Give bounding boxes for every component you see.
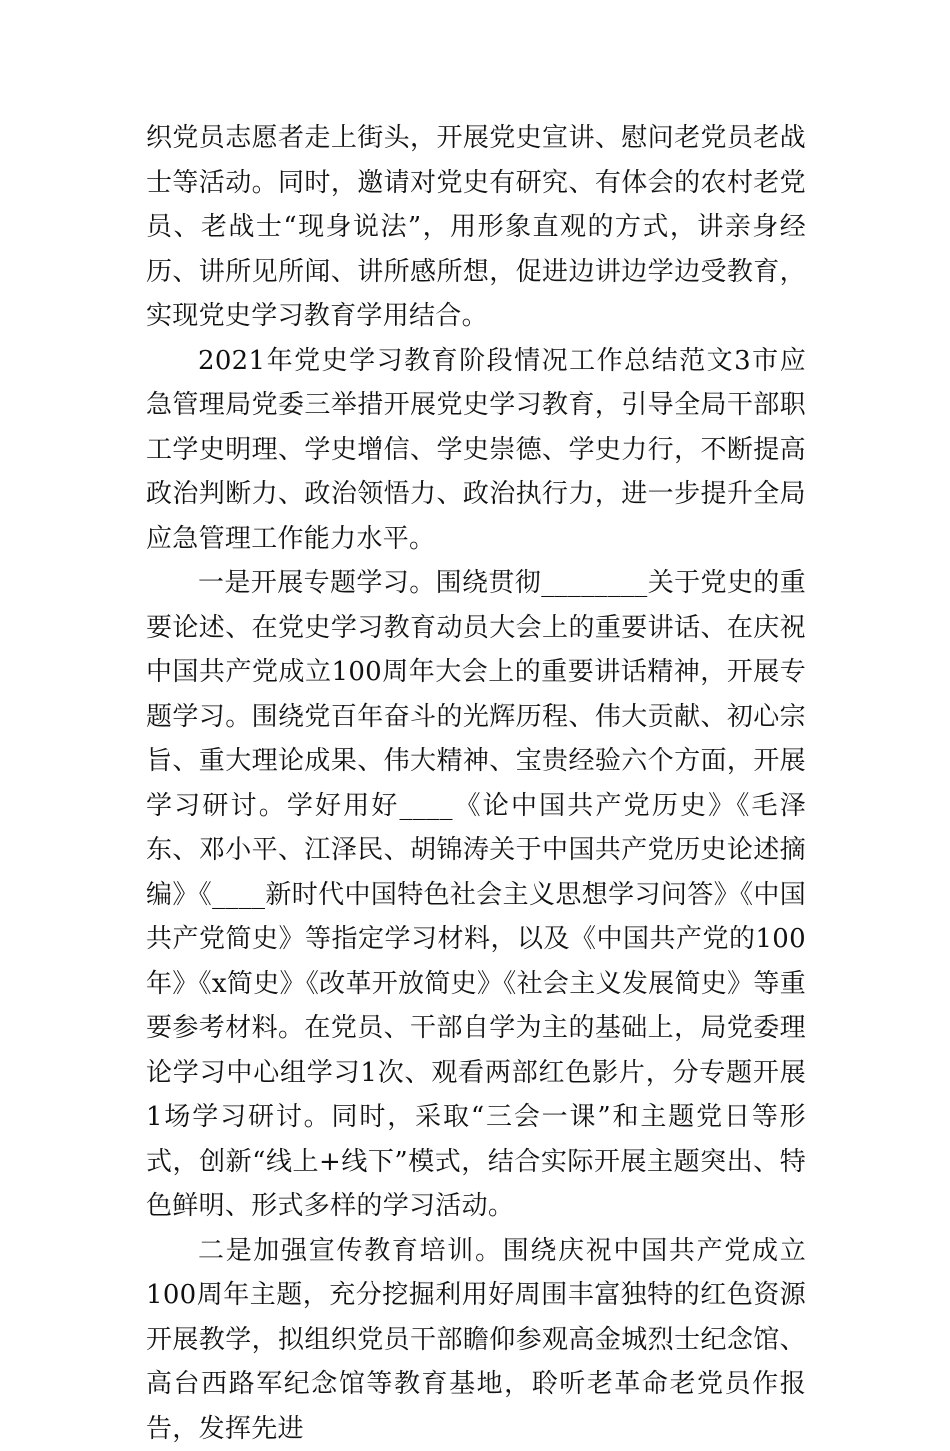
- document-body: [146, 116, 806, 1451]
- paragraph-4: 二是加强宣传教育培训。围绕庆祝中国共产党成立100周年主题，充分挖掘利用好周围丰富独特的红色资源开展教学，拟组织党员干部瞻仰参观高金城烈士纪念馆、高台西路军纪念馆等教育基地，聆听老革命老党员作报告，发挥先进: [146, 1229, 806, 1451]
- paragraph-2: 2021年党史学习教育阶段情况工作总结范文3市应急管理局党委三举措开展党史学习教育，引导全局干部职工学史明理、学史增信、学史崇德、学史力行，不断提高政治判断力、政治领悟力、政治执行力，进一步提升全局应急管理工作能力水平。: [146, 339, 806, 562]
- paragraph-1: 织党员志愿者走上街头，开展党史宣讲、慰问老党员老战士等活动。同时，邀请对党史有研究、有体会的农村老党员、老战士“现身说法”，用形象直观的方式，讲亲身经历、讲所见所闻、讲所感所想，促进边讲边学边受教育，实现党史学习教育学用结合。: [146, 116, 806, 339]
- paragraph-3: 一是开展专题学习。围绕贯彻________关于党史的重要论述、在党史学习教育动员大会上的重要讲话、在庆祝中国共产党成立100周年大会上的重要讲话精神，开展专题学习。围绕党百年奋斗的光辉历程、伟大贡献、初心宗旨、重大理论成果、伟大精神、宝贵经验六个方面，开展学习研讨。学好用好____《论中国共产党历史》《毛泽东、邓小平、江泽民、胡锦涛关于中国共产党历史论述摘编》《____新时代中国特色社会主义思想学习问答》《中国共产党简史》等指定学习材料，以及《中国共产党的100年》《x简史》《改革开放简史》《社会主义发展简史》等重要参考材料。在党员、干部自学为主的基础上，局党委理论学习中心组学习1次、观看两部红色影片，分专题开展1场学习研讨。同时，采取“三会一课”和主题党日等形式，创新“线上+线下”模式，结合实际开展主题突出、特色鲜明、形式多样的学习活动。: [146, 561, 806, 1229]
